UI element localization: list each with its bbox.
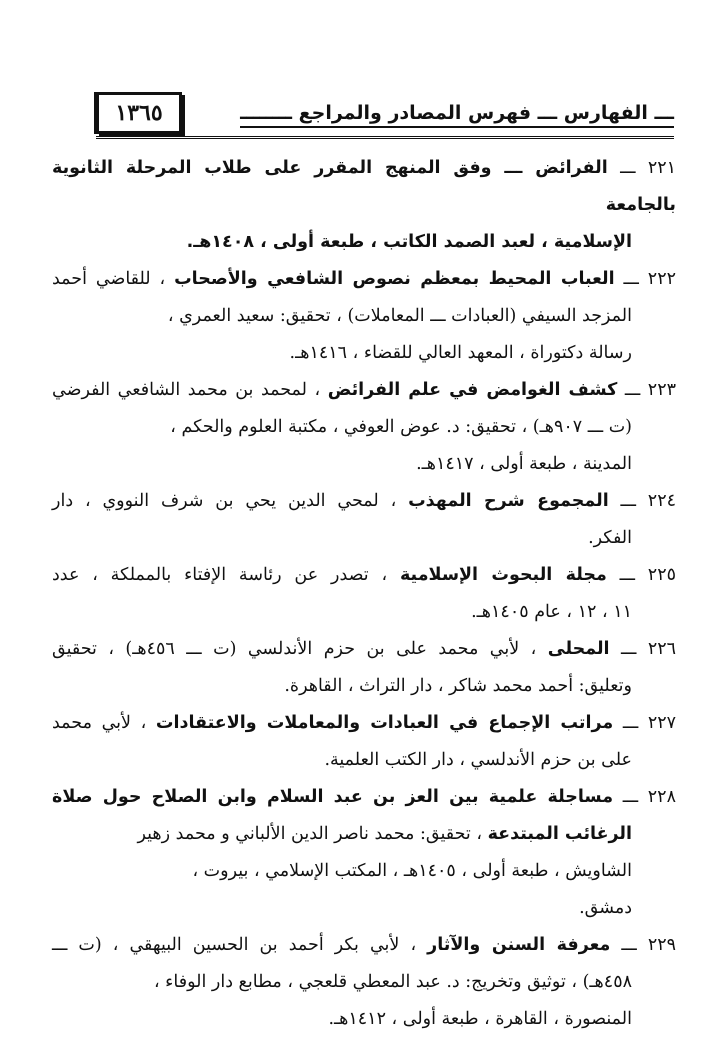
entry-continuation: وتعليق: أحمد محمد شاكر ، دار التراث ، القاهرة. xyxy=(284,676,632,696)
reference-entry xyxy=(52,372,676,483)
entry-continuation: دمشق. xyxy=(579,898,632,918)
entry-continuation: ٤٥٨هـ) ، توثيق وتخريج: د. عبد المعطي قلعجي ، مطابع دار الوفاء ، xyxy=(153,972,632,992)
entry-details: ، لأبي محمد على بن حزم الأندلسي (ت ـــ ٤٥٦هـ) ، تحقيق xyxy=(52,639,548,659)
reference-entry xyxy=(52,779,676,927)
reference-entry xyxy=(52,261,676,372)
entry-title: العباب المحيط بمعظم نصوص الشافعي والأصحاب xyxy=(174,269,615,289)
entry-first-line xyxy=(52,150,676,224)
entry-number: ٢٢٣ ـــ xyxy=(617,380,676,400)
entry-first-line xyxy=(52,631,676,668)
header-divider xyxy=(96,136,674,139)
entry-first-line xyxy=(52,779,676,816)
entry-title-continued: الرغائب المبتدعة xyxy=(487,824,632,844)
reference-entry xyxy=(52,557,676,631)
entry-details: ، لأبي محمد xyxy=(52,713,156,733)
entry-first-line xyxy=(52,261,676,298)
entry-first-line xyxy=(52,705,676,742)
entry-continuation: الفكر. xyxy=(588,528,632,548)
entry-continuation: الرغائب المبتدعة ، تحقيق: محمد ناصر الدين الألباني و محمد زهير xyxy=(137,824,632,844)
entry-number: ٢٢١ ـــ xyxy=(607,158,677,178)
entry-number: ٢٢٧ ـــ xyxy=(613,713,677,733)
entry-first-line xyxy=(52,483,676,520)
entry-number: ٢٢٢ ـــ xyxy=(614,269,676,289)
reference-entry xyxy=(52,631,676,705)
reference-entry xyxy=(52,150,676,261)
reference-entry xyxy=(52,705,676,779)
entry-continuation: رسالة دكتوراة ، المعهد العالي للقضاء ، ١٤١٦هـ. xyxy=(289,343,632,363)
entry-continuation: المنصورة ، القاهرة ، طبعة أولى ، ١٤١٢هـ. xyxy=(328,1009,632,1029)
entry-number: ٢٢٥ ـــ xyxy=(606,565,676,585)
entry-title: الفرائض ـــ وفق المنهج المقرر على طلاب المرحلة الثانوية بالجامعة xyxy=(52,158,676,215)
entry-details: ، لمحي الدين يحي بن شرف النووي ، دار xyxy=(52,491,409,511)
entry-details: ، للقاضي أحمد xyxy=(52,269,175,289)
entry-number: ٢٢٦ ـــ xyxy=(609,639,677,659)
reference-entry xyxy=(52,483,676,557)
entry-title: مراتب الإجماع في العبادات والمعاملات والاعتقادات xyxy=(155,713,614,733)
entry-details: ، لأبي بكر أحمد بن الحسين البيهقي ، (ت ـــ xyxy=(52,935,428,955)
entry-title: كشف الغوامض في علم الفرائض xyxy=(327,380,618,400)
entry-number: ٢٢٩ ـــ xyxy=(610,935,677,955)
entry-number: ٢٢٤ ـــ xyxy=(608,491,676,511)
entry-continuation: الإسلامية ، لعبد الصمد الكاتب ، طبعة أولى ، ١٤٠٨هـ. xyxy=(186,232,632,252)
entry-first-line xyxy=(52,372,676,409)
entry-title: المحلى xyxy=(547,639,610,659)
reference-list xyxy=(52,150,676,1038)
entry-number: ٢٢٨ ـــ xyxy=(613,787,676,807)
entry-title: معرفة السنن والآثار xyxy=(427,935,611,955)
page-number: ١٣٦٥ xyxy=(96,92,182,134)
entry-continuation: المدينة ، طبعة أولى ، ١٤١٧هـ. xyxy=(416,454,632,474)
entry-details: ، تصدر عن رئاسة الإفتاء بالمملكة ، عدد xyxy=(52,565,400,585)
entry-title: مساجلة علمية بين العز بن عبد السلام وابن الصلاح حول صلاة xyxy=(52,787,614,807)
entry-continuation: على بن حزم الأندلسي ، دار الكتب العلمية. xyxy=(324,750,632,770)
reference-entry xyxy=(52,927,676,1038)
entry-first-line xyxy=(52,927,676,964)
page-header xyxy=(96,92,674,140)
entry-continuation: الشاويش ، طبعة أولى ، ١٤٠٥هـ ، المكتب الإسلامي ، بيروت ، xyxy=(192,861,632,881)
entry-title: المجموع شرح المهذب xyxy=(408,491,609,511)
running-title: ـــ الفهارس ـــ فهرس المصادر والمراجع ــــــــ xyxy=(240,102,674,128)
entry-continuation: ١١ ، ١٢ ، عام ١٤٠٥هـ. xyxy=(471,602,632,622)
entry-continuation: (ت ـــ ٩٠٧هـ) ، تحقيق: د. عوض العوفي ، مكتبة العلوم والحكم ، xyxy=(170,417,632,437)
entry-continuation: المزجد السيفي (العبادات ـــ المعاملات) ، تحقيق: سعيد العمري ، xyxy=(167,306,632,326)
entry-details: ، لمحمد بن محمد الشافعي الفرضي xyxy=(52,380,328,400)
entry-first-line xyxy=(52,557,676,594)
entry-title: مجلة البحوث الإسلامية xyxy=(399,565,607,585)
